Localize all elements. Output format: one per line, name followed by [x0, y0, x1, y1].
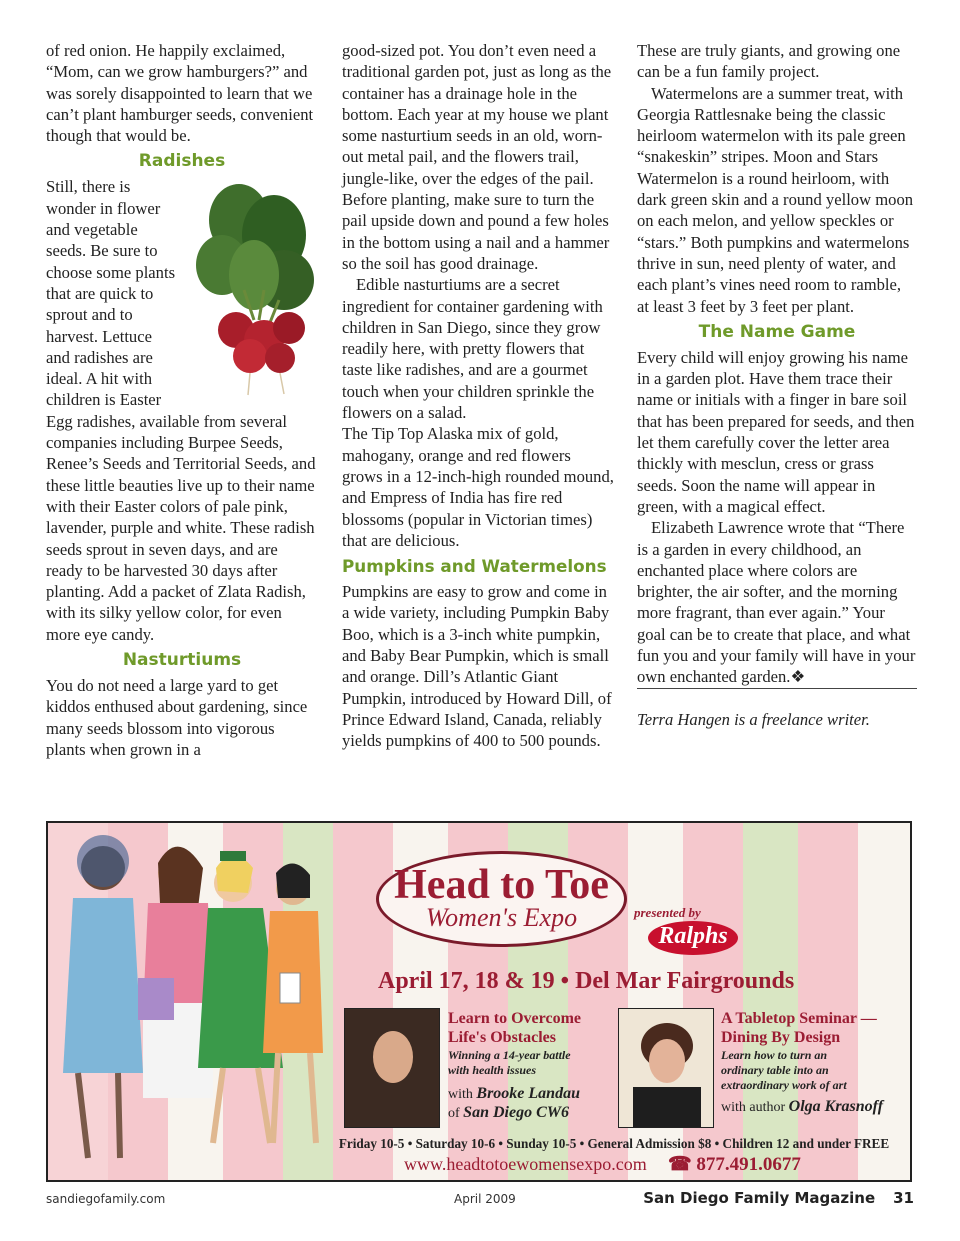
end-mark-icon: ❖	[790, 667, 806, 687]
paragraph: Pumpkins are easy to grow and come in a wide variety, including Pumpkin Baby Boo, which is a 3-inch white pumpkin, and Baby Bear Pumpkin, which is small and orange. Dill’s Atlantic Giant Pumpkin, introduced by Howard Dill, of Prince Edward Island, Canada, reliably yields pumpkins of 400 to 500 pounds.	[342, 582, 612, 751]
paragraph: of red onion. He happily exclaimed, “Mom, can we grow hamburgers?” and was sorely disappointed to learn that we can’t plant hamburger seeds, convenient though that would be.	[46, 41, 314, 146]
section-heading-nasturtiums: Nasturtiums	[122, 650, 242, 671]
paragraph: You do not need a large yard to get kiddos enthused about gardening, since many seeds blossom into vigorous plants when grown in a	[46, 676, 308, 759]
expo-url[interactable]: www.headtotoewomensexpo.com	[404, 1154, 647, 1174]
article-column-1	[46, 40, 318, 760]
with-label: with	[448, 1087, 473, 1102]
article-column-2	[342, 40, 614, 752]
paragraph: good-sized pot. You don’t even need a traditional garden pot, just as long as the container has a drainage hole in the bottom. Each year at my house we plant some nasturtium seeds in an old, worn-out metal pail, and the flowers trail, jungle-like, over the edges of the pail. Before planting, make sure to turn the pail upside down and pound a few holes in the bottom using a nail and a hammer so the soil has good drainage.	[342, 41, 612, 273]
expo-dates: April 17, 18 & 19 • Del Mar Fairgrounds	[378, 968, 795, 994]
speaker-credit-left	[448, 1085, 580, 1123]
expo-phone[interactable]: ☎ 877.491.0677	[668, 1154, 801, 1175]
speaker-photo-olga	[618, 1008, 714, 1128]
seminar-title-right	[721, 1009, 877, 1047]
ad-subtitle: Women's Expo	[425, 903, 578, 932]
speaker-photo-brooke	[344, 1008, 440, 1128]
seminar-title-left	[448, 1009, 581, 1047]
page-number: 31	[893, 1189, 914, 1207]
seminar-desc-right	[721, 1048, 847, 1093]
seminar-desc-line: Learn how to turn an	[721, 1048, 828, 1062]
seminar-title-line: Learn to Overcome	[448, 1010, 581, 1027]
footer-site[interactable]: sandiegofamily.com	[46, 1192, 166, 1206]
with-author-label: with author	[721, 1100, 786, 1115]
ad-stripe	[858, 823, 912, 1180]
paragraph: Edible nasturtiums are a secret ingredient for container gardening with children in San Diego, since they grow readily here, with pretty flowers that taste like radishes, and are a gourmet touch when your children sprinkle the flowers on a salad.	[342, 275, 603, 423]
expo-advertisement[interactable]	[46, 821, 912, 1182]
page-footer	[46, 1189, 914, 1211]
seminar-desc-line: extraordinary work of art	[721, 1078, 847, 1092]
presented-by-label: presented by	[634, 905, 701, 920]
section-heading-pumpkins: Pumpkins and Watermelons	[342, 556, 607, 577]
ad-title: Head to Toe	[394, 862, 609, 908]
speaker-name-brooke: Brooke Landau	[476, 1085, 580, 1102]
expo-hours: Friday 10-5 • Saturday 10-6 • Sunday 10-5 • General Admission $8 • Children 12 and under FREE	[338, 1136, 890, 1151]
paragraph: Every child will enjoy growing his name in a garden plot. Have them trace their name or initials with a finger in bare soil that has been prepared for seeds, and then let them carefully cover the letter area thickly with mesclun, cress or grass seeds. Soon the name will appear in green, with a magical effect.	[637, 347, 915, 516]
paragraph: The Tip Top Alaska mix of gold, mahogany, orange and red flowers grows in a 12-inch-high rounded mound, and Empress of India has fire red blossoms (popular in Victorian times) that are delicious.	[342, 424, 614, 550]
speaker-org: San Diego CW6	[463, 1104, 569, 1121]
footer-magazine	[643, 1189, 914, 1207]
of-label: of	[448, 1106, 460, 1121]
author-byline: Terra Hangen is a freelance writer.	[637, 688, 917, 730]
seminar-desc-left	[448, 1048, 571, 1078]
ralphs-logo-text: Ralphs	[658, 923, 728, 949]
paragraph	[637, 517, 917, 687]
seminar-title-line: Dining By Design	[721, 1029, 841, 1046]
seminar-desc-line: with health issues	[448, 1063, 537, 1077]
section-heading-name-game: The Name Game	[698, 321, 856, 342]
seminar-desc-line: ordinary table into an	[721, 1063, 829, 1077]
paragraph: Watermelons are a summer treat, with Georgia Rattlesnake being the classic heirloom watermelon with its pale green “snakeskin” stripes. Moon and Stars Watermelon is a round heirloom, with dark green skin and a round yellow moon on each melon, and yellow speckles or “stars.” Both pumpkins and watermelons thrive in sun, need plenty of water, and each plant’s vines need room to ramble, at least 3 feet by 3 feet per plant.	[637, 83, 914, 316]
footer-date: April 2009	[454, 1192, 516, 1206]
radish-illustration	[184, 180, 324, 400]
speaker-name-olga: Olga Krasnoff	[788, 1098, 884, 1115]
paragraph: Still, there is wonder in flower and vegetable seeds. Be sure to choose some plants that are quick to sprout and to harvest. Lettuce and radishes are ideal. A hit with children is Easter Egg radishes, available from several companies including Burpee Seeds, Renee’s Seeds and Territorial Seeds, and these little beauties live up to their name with their Easter colors of pale pink, lavender, purple and white. These radish seeds sprout in seven days, and are ready to be harvested 30 days after planting. Add a packet of Zlata Radish, with its silky yellow color, for even more eye candy.	[46, 177, 316, 644]
article-column-3	[637, 40, 917, 730]
women-illustration	[48, 823, 328, 1180]
section-heading-radishes: Radishes	[138, 151, 226, 172]
seminar-title-line: Life's Obstacles	[448, 1029, 556, 1046]
seminar-desc-line: Winning a 14-year battle	[448, 1048, 571, 1062]
seminar-title-line: A Tabletop Seminar —	[721, 1010, 877, 1027]
paragraph-text: Elizabeth Lawrence wrote that “There is a garden in every childhood, an enchanted place where colors are brighter, the air softer, and the morning more fragrant, than ever again.” Your goal can be to create that place, and what fun you and your family will have in your own enchanted garden.	[637, 518, 916, 687]
speaker-credit-right	[721, 1098, 883, 1116]
paragraph: These are truly giants, and growing one can be a fun family project.	[637, 41, 901, 82]
ad-stripe	[743, 823, 798, 1180]
magazine-name: San Diego Family Magazine	[643, 1189, 876, 1207]
